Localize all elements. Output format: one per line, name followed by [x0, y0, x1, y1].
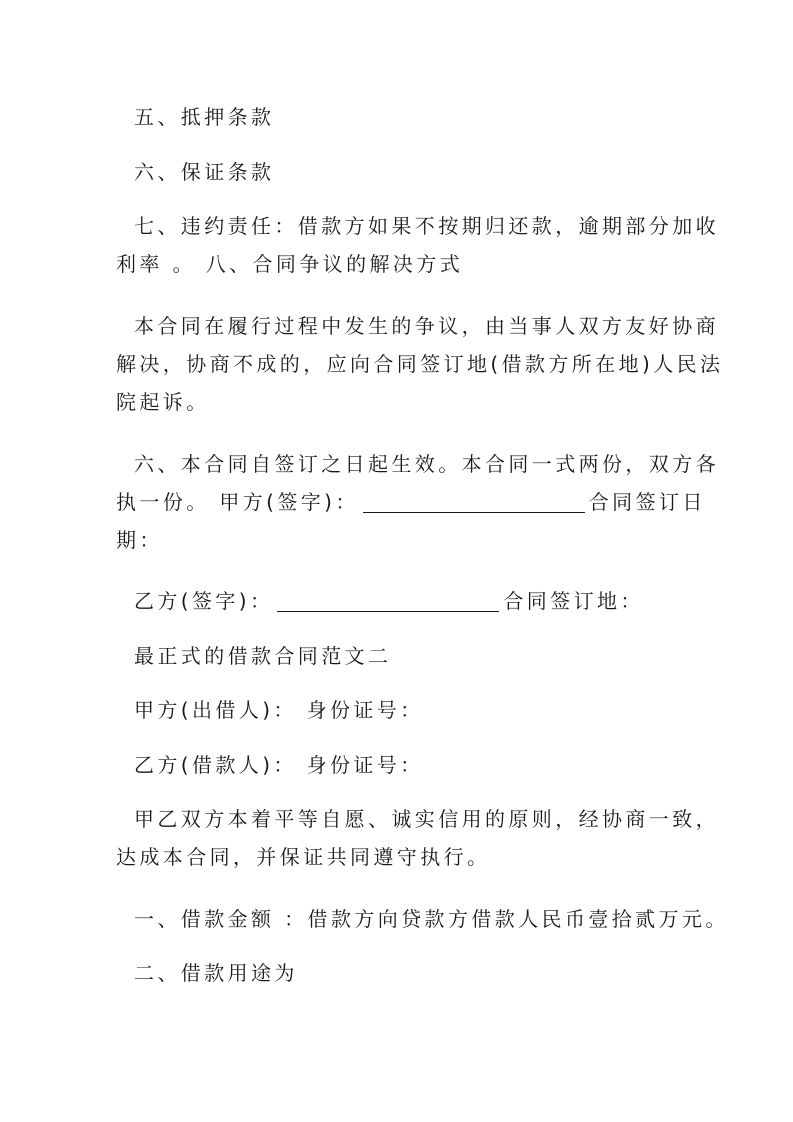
borrower-info — [116, 746, 696, 784]
party-b-signature-label: 乙方(签字)： — [134, 589, 274, 613]
clause-effect — [116, 445, 719, 559]
lender-info-text: 甲方(出借人)： 身份证号： — [134, 698, 424, 722]
clause-dispute-line-2: 解决，协商不成的，应向合同签订地(借款方所在地)人民法 — [116, 352, 724, 376]
signing-date-label: 合同签订日 — [588, 490, 706, 514]
borrower-info-text: 乙方(借款人)： 身份证号： — [134, 753, 424, 777]
loan-amount-clause — [116, 900, 729, 938]
party-b-signature-blank — [277, 587, 499, 612]
clause-effect-line-2 — [116, 483, 706, 521]
clause-guarantee — [116, 153, 696, 191]
clause-dispute-line-3: 院起诉。 — [116, 390, 210, 414]
clause-guarantee-text: 六、保证条款 — [134, 160, 275, 184]
party-b-signature-line — [116, 582, 696, 620]
clause-dispute-line-1: 本合同在履行过程中发生的争议，由当事人双方友好协商 — [134, 314, 719, 338]
signing-place-label: 合同签订地： — [503, 589, 644, 613]
lender-info — [116, 691, 696, 729]
party-b-signature-row — [134, 582, 696, 620]
loan-purpose-text: 二、借款用途为 — [134, 961, 298, 985]
clause-breach-line-2: 利率 。 八、合同争议的解决方式 — [116, 252, 464, 276]
second-contract-title — [116, 637, 696, 675]
party-a-signature-label: 执一份。 甲方(签字)： — [116, 490, 359, 514]
clause-dispute — [116, 307, 724, 421]
clause-mortgage-text: 五、抵押条款 — [134, 105, 275, 129]
clause-mortgage — [116, 98, 696, 136]
clause-breach — [116, 207, 719, 283]
clause-effect-line-1: 六、本合同自签订之日起生效。本合同一式两份，双方各 — [134, 452, 719, 476]
preamble — [116, 800, 719, 876]
preamble-line-1: 甲乙双方本着平等自愿、诚实信用的原则，经协商一致， — [134, 807, 719, 831]
preamble-line-2: 达成本合同，并保证共同遵守执行。 — [116, 845, 491, 869]
clause-effect-line-3: 期： — [116, 528, 163, 552]
clause-breach-line-1: 七、违约责任：借款方如果不按期归还款，逾期部分加收 — [134, 214, 719, 238]
second-contract-title-text: 最正式的借款合同范文二 — [134, 644, 392, 668]
party-a-signature-blank — [363, 488, 585, 513]
loan-amount-text: 一、借款金额 ：借款方向贷款方借款人民币壹拾贰万元。 — [134, 907, 729, 931]
loan-purpose-clause — [116, 954, 696, 992]
